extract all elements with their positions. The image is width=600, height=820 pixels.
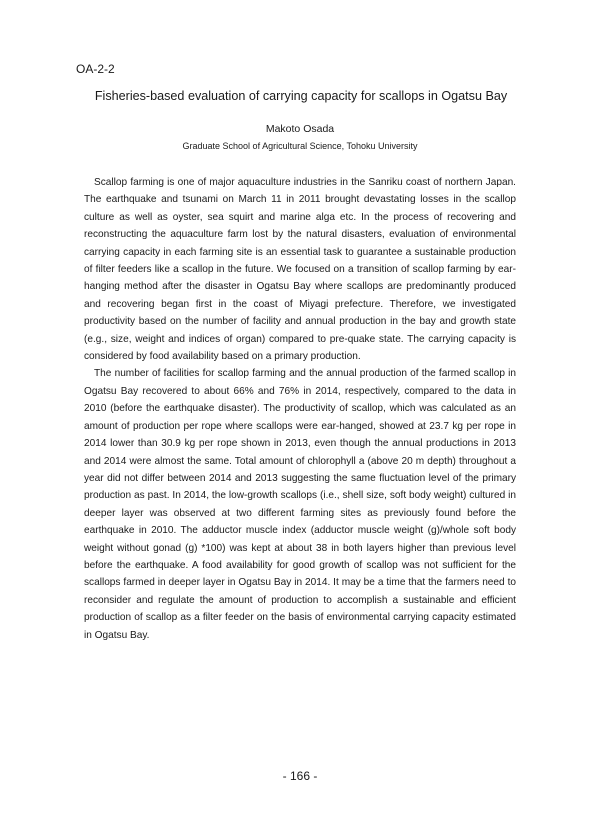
author-name: Makoto Osada <box>265 123 335 135</box>
session-code: OA-2-2 <box>76 62 115 76</box>
abstract-body <box>84 174 516 644</box>
author-affiliation: Graduate School of Agricultural Science, Tohoku University <box>182 141 418 151</box>
abstract-paragraph-1: Scallop farming is one of major aquaculture industries in the Sanriku coast of northern Japan. The earthquake and tsunami on March 11 in 2011 brought devastating losses in the scallop culture as well as oyster, sea squirt and marine alga etc. In the process of recovering and reconstructing the aquaculture farm lost by the natural disasters, evaluation of environmental carrying capacity in each farming site is an essential task to guarantee a sustainable production of filter feeders like a scallop in the future. We focused on a transition of scallop farming by ear-hanging method after the disaster in Ogatsu Bay where scallops are predominantly produced and recovering began first in the coast of Miyagi prefecture. Therefore, we investigated productivity based on the number of facility and annual production in the bay and growth state (e.g., size, weight and indices of organ) compared to pre-quake state. The carrying capacity is considered by food availability based on a primary production. <box>84 177 516 363</box>
page-number: - 166 - <box>282 769 318 783</box>
abstract-paragraph-2: The number of facilities for scallop farming and the annual production of the farmed scallop in Ogatsu Bay recovered to about 66% and 76% in 2014, respectively, compared to the data in 2010 (before the earthquake disaster). The productivity of scallop, which was calculated as an amount of production per rope where scallops were ear-hanged, showed at 23.7 kg per rope in 2014 lower than 30.9 kg per rope shown in 2013, even though the annual productions in 2013 and 2014 were almost the same. Total amount of chlorophyll a (above 20 m depth) throughout a year did not differ between 2014 and 2013 suggesting the same fluctuation level of the primary production as past. In 2014, the low-growth scallops (i.e., shell size, soft body weight) cultured in deeper layer was observed at two different farming sites as previously found before the earthquake in 2010. The adductor muscle index (adductor muscle weight (g)/whole soft body weight without gonad (g) *100) was kept at about 38 in both layers higher than previous level before the earthquake. A food availability for good growth of scallop was not sufficient for the scallops farmed in deeper layer in Ogatsu Bay in 2014. It may be a time that the farmers need to reconsider and regulate the amount of production to accomplish a sustainable and efficient production of scallop as a filter feeder on the basis of environmental carrying capacity estimated in Ogatsu Bay. <box>84 368 516 641</box>
paper-title: Fisheries-based evaluation of carrying capacity for scallops in Ogatsu Bay <box>94 89 508 103</box>
